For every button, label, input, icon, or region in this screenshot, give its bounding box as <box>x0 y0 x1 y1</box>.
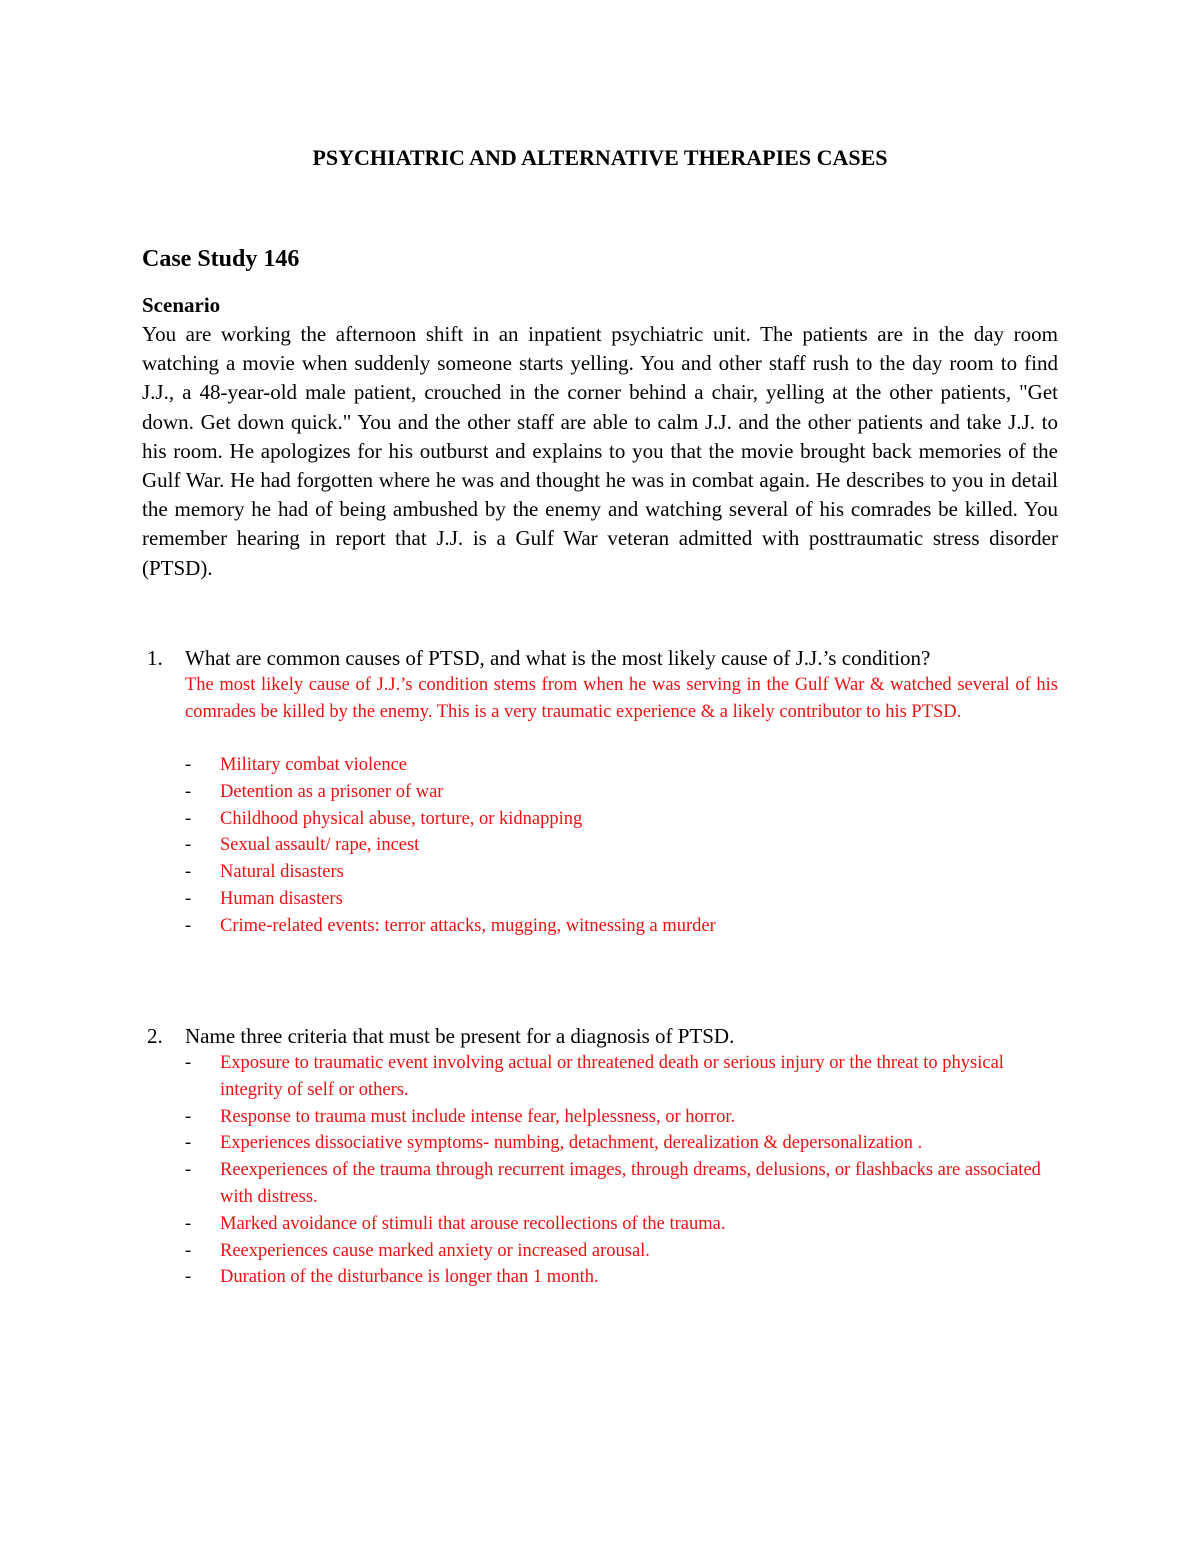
list-item <box>142 859 1058 886</box>
dash-marker: - <box>185 915 192 936</box>
list-item-text: Crime-related events: terror attacks, mugging, witnessing a murder <box>220 915 716 936</box>
question-2-number: 2. <box>147 1024 163 1048</box>
dash-marker: - <box>185 835 192 856</box>
list-item <box>142 779 1058 806</box>
dash-marker: - <box>185 888 192 909</box>
question-1 <box>142 644 1058 940</box>
list-item <box>142 913 1058 940</box>
dash-marker: - <box>185 1133 192 1154</box>
list-item-text: Natural disasters <box>220 862 344 883</box>
dash-marker: - <box>185 1213 192 1234</box>
question-1-answer: The most likely cause of J.J.’s condition stems from when he was serving in the Gulf War & watched several of his comrades be killed by the enemy. This is a very traumatic experience & a likely contributor to his PTSD. <box>185 675 1058 722</box>
list-item-text: Exposure to traumatic event involving actual or threatened death or serious injury or the threat to physical integrity of self or others. <box>220 1053 1004 1100</box>
list-item-text: Marked avoidance of stimuli that arouse recollections of the trauma. <box>220 1213 726 1234</box>
dash-marker: - <box>185 1267 192 1288</box>
dash-marker: - <box>185 808 192 829</box>
list-item <box>142 1050 1058 1104</box>
list-item <box>142 1130 1058 1157</box>
list-item-text: Duration of the disturbance is longer than 1 month. <box>220 1267 599 1288</box>
list-item <box>142 1264 1058 1291</box>
question-1-number: 1. <box>147 646 163 670</box>
list-item-text: Response to trauma must include intense fear, helplessness, or horror. <box>220 1106 736 1127</box>
list-item <box>142 886 1058 913</box>
list-item-text: Sexual assault/ rape, incest <box>220 835 420 856</box>
dash-marker: - <box>185 1106 192 1127</box>
list-item <box>142 806 1058 833</box>
dash-marker: - <box>185 1240 192 1261</box>
question-1-bullet-list <box>142 752 1058 940</box>
list-item-text: Reexperiences cause marked anxiety or increased arousal. <box>220 1240 650 1261</box>
list-item-text: Childhood physical abuse, torture, or kidnapping <box>220 808 583 829</box>
list-item-text: Human disasters <box>220 888 343 909</box>
list-item <box>142 1211 1058 1238</box>
dash-marker: - <box>185 1160 192 1181</box>
question-2-bullet-list <box>142 1050 1058 1291</box>
question-1-line <box>142 644 1058 672</box>
scenario-paragraph: You are working the afternoon shift in an inpatient psychiatric unit. The patients are in the day room watching a movie when suddenly someone starts yelling. You and other staff rush to the day room to find J.J., a 48-year-old male patient, crouched in the corner behind a chair, yelling at the other patients, "Get down. Get down quick." You and the other staff are able to calm J.J. and the other patients and take J.J. to his room. He apologizes for his outburst and explains to you that the movie brought back memories of the Gulf War. He had forgotten where he was and thought he was in combat again. He describes to you in detail the memory he had of being ambushed by the enemy and watching several of his comrades be killed. You remember hearing in report that J.J. is a Gulf War veteran admitted with posttraumatic stress disorder (PTSD). <box>142 322 1058 580</box>
list-item-text: Reexperiences of the trauma through recurrent images, through dreams, delusions, or flashbacks are associated with distress. <box>220 1160 1041 1207</box>
dash-marker: - <box>185 755 192 775</box>
document-title: PSYCHIATRIC AND ALTERNATIVE THERAPIES CASES <box>312 145 888 170</box>
list-item <box>142 1104 1058 1131</box>
list-item-text: Military combat violence <box>220 755 407 775</box>
scenario-label: Scenario <box>142 293 221 317</box>
list-item <box>142 1238 1058 1265</box>
dash-marker: - <box>185 1053 192 1073</box>
list-item-text: Detention as a prisoner of war <box>220 781 444 802</box>
question-2-line <box>142 1022 1058 1050</box>
question-2-text: Name three criteria that must be present for a diagnosis of PTSD. <box>185 1024 735 1048</box>
question-2 <box>142 1022 1058 1291</box>
list-item <box>142 752 1058 779</box>
dash-marker: - <box>185 781 192 802</box>
dash-marker: - <box>185 862 192 883</box>
question-1-text: What are common causes of PTSD, and what is the most likely cause of J.J.’s condition? <box>185 646 931 670</box>
list-item-text: Experiences dissociative symptoms- numbing, detachment, derealization & depersonalization . <box>220 1133 923 1154</box>
list-item <box>142 832 1058 859</box>
list-item <box>142 1157 1058 1211</box>
case-study-heading: Case Study 146 <box>142 246 300 272</box>
